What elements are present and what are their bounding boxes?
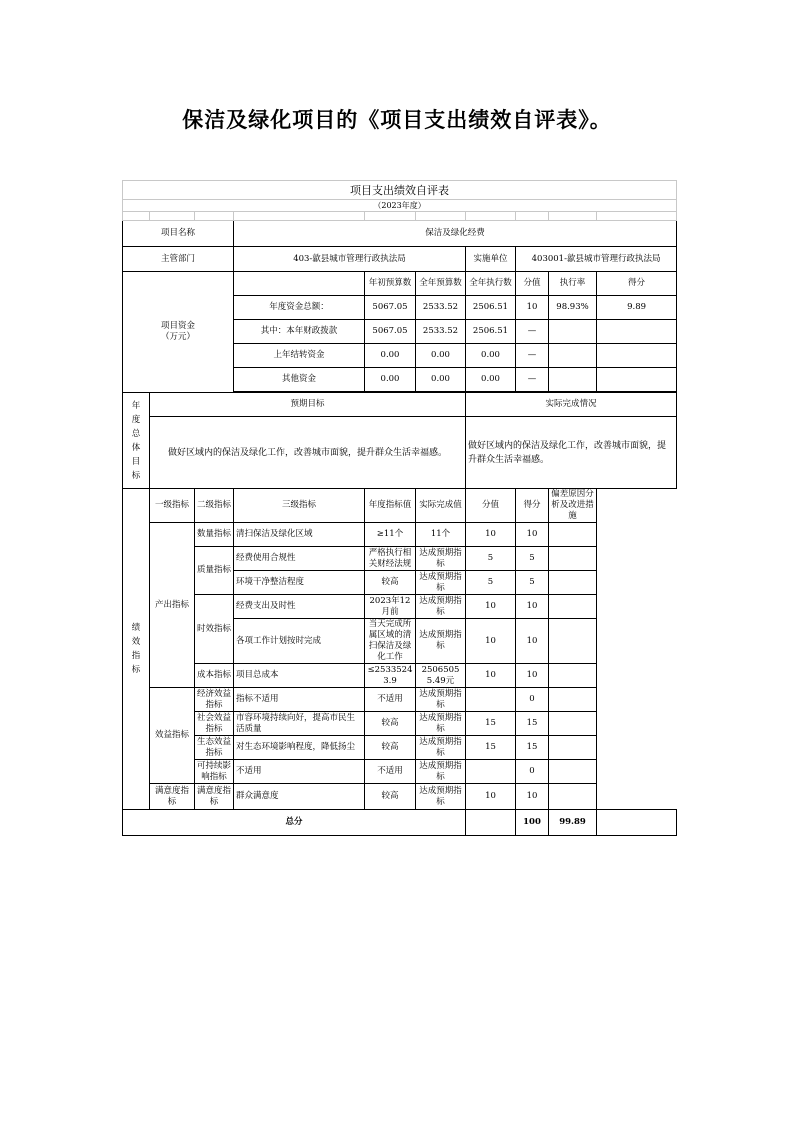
indicator-value [466, 760, 516, 784]
funds-header-score: 得分 [597, 272, 677, 296]
indicator-actual: 达成预期指标 [416, 571, 466, 595]
indicator-score: 5 [516, 547, 549, 571]
blank-cell [150, 212, 195, 221]
funds-row-annual: 2533.52 [416, 320, 466, 344]
indicator-deviation [549, 784, 597, 810]
blank-cell [597, 810, 677, 836]
indicator-score: 10 [516, 595, 549, 619]
indicator-actual: 达成预期指标 [416, 619, 466, 664]
indicator-l2: 社会效益指标 [195, 712, 234, 736]
funds-row-annual: 0.00 [416, 368, 466, 392]
blank-cell [516, 212, 549, 221]
indicator-actual: 达成预期指标 [416, 760, 466, 784]
funds-row-rate [549, 368, 597, 392]
indicator-score: 0 [516, 688, 549, 712]
funds-row-value: — [516, 344, 549, 368]
expected-goal-text: 做好区域内的保洁及绿化工作，改善城市面貌，提升群众生活幸福感。 [150, 417, 466, 489]
indicator-header-actual: 实际完成值 [416, 489, 466, 523]
indicator-deviation [549, 664, 597, 688]
evaluation-table [122, 180, 677, 836]
funds-row-rate: 98.93% [549, 296, 597, 320]
total-value: 100 [516, 810, 549, 836]
funds-header-value: 分值 [516, 272, 549, 296]
funds-row-name: 年度资金总额： [234, 296, 365, 320]
funds-row-name: 上年结转资金 [234, 344, 365, 368]
indicator-l3: 对生态环境影响程度，降低扬尘 [234, 736, 365, 760]
indicator-score: 15 [516, 712, 549, 736]
indicator-actual: 达成预期指标 [416, 712, 466, 736]
indicator-value: 15 [466, 736, 516, 760]
goals-label: 年度总体目标 [123, 393, 150, 489]
actual-goal-header: 实际完成情况 [466, 393, 677, 417]
indicator-value: 10 [466, 595, 516, 619]
indicator-actual: 达成预期指标 [416, 547, 466, 571]
dept-label: 主管部门 [123, 247, 234, 272]
indicator-l2: 成本指标 [195, 664, 234, 688]
indicator-deviation [549, 736, 597, 760]
funds-row-score [597, 368, 677, 392]
indicator-l3: 经费使用合规性 [234, 547, 365, 571]
blank-cell [234, 272, 365, 296]
funds-row-value: — [516, 320, 549, 344]
indicator-deviation [549, 571, 597, 595]
indicator-l2: 生态效益指标 [195, 736, 234, 760]
indicator-score: 15 [516, 736, 549, 760]
blank-cell [416, 212, 466, 221]
indicator-l2: 经济效益指标 [195, 688, 234, 712]
indicator-l3: 不适用 [234, 760, 365, 784]
funds-row-executed: 2506.51 [466, 296, 516, 320]
funds-row-executed: 0.00 [466, 344, 516, 368]
indicator-l3: 经费支出及时性 [234, 595, 365, 619]
indicator-l3: 群众满意度 [234, 784, 365, 810]
output-indicator-label: 产出指标 [150, 523, 195, 688]
unit-value: 403001-歙县城市管理行政执法局 [516, 247, 677, 272]
blank-cell [123, 212, 150, 221]
indicator-header-score: 得分 [516, 489, 549, 523]
indicator-actual: 达成预期指标 [416, 736, 466, 760]
form-title: 项目支出绩效自评表 [123, 181, 677, 200]
funds-row-name: 其中：本年财政拨款 [234, 320, 365, 344]
indicator-header-l1: 一级指标 [150, 489, 195, 523]
funds-header-executed: 全年执行数 [466, 272, 516, 296]
benefit-indicator-label: 效益指标 [150, 688, 195, 784]
indicator-header-l3: 三级指标 [234, 489, 365, 523]
actual-goal-text: 做好区域内的保洁及绿化工作，改善城市面貌，提升群众生活幸福感。 [466, 417, 677, 489]
indicator-value [466, 688, 516, 712]
indicator-target: 较高 [365, 571, 416, 595]
funds-row-executed: 0.00 [466, 368, 516, 392]
blank-cell [234, 212, 365, 221]
expected-goal-header: 预期目标 [150, 393, 466, 417]
funds-row-value: 10 [516, 296, 549, 320]
funds-row-annual: 2533.52 [416, 296, 466, 320]
funds-row-value: — [516, 368, 549, 392]
indicator-score: 0 [516, 760, 549, 784]
blank-cell [549, 212, 597, 221]
funds-header-initial: 年初预算数 [365, 272, 416, 296]
funds-row-score [597, 320, 677, 344]
indicator-target: 当天完成所属区域的清扫保洁及绿化工作 [365, 619, 416, 664]
indicator-target: ≥11个 [365, 523, 416, 547]
funds-row-rate [549, 320, 597, 344]
indicator-target: 较高 [365, 736, 416, 760]
indicator-value: 10 [466, 664, 516, 688]
blank-cell [466, 212, 516, 221]
total-label: 总分 [123, 810, 466, 836]
funds-row-executed: 2506.51 [466, 320, 516, 344]
funds-row-annual: 0.00 [416, 344, 466, 368]
indicator-score: 10 [516, 523, 549, 547]
indicator-actual: 25065055.49元 [416, 664, 466, 688]
indicator-target: 较高 [365, 712, 416, 736]
blank-cell [597, 212, 677, 221]
project-name-value: 保洁及绿化经费 [234, 221, 677, 247]
indicator-deviation [549, 595, 597, 619]
project-name-label: 项目名称 [123, 221, 234, 247]
indicator-l2: 满意度指标 [195, 784, 234, 810]
indicator-deviation [549, 760, 597, 784]
indicator-l3: 指标不适用 [234, 688, 365, 712]
indicator-value: 15 [466, 712, 516, 736]
funds-row-initial: 5067.05 [365, 320, 416, 344]
satisfaction-indicator-label: 满意度指标 [150, 784, 195, 810]
self-evaluation-form [122, 180, 676, 836]
unit-label: 实施单位 [466, 247, 516, 272]
indicator-target: 严格执行相关财经法规 [365, 547, 416, 571]
indicator-l3: 市容环境持续向好，提高市民生活质量 [234, 712, 365, 736]
funds-row-score [597, 344, 677, 368]
indicator-header-l2: 二级指标 [195, 489, 234, 523]
indicator-score: 10 [516, 619, 549, 664]
indicator-actual: 达成预期指标 [416, 595, 466, 619]
indicator-value: 5 [466, 547, 516, 571]
funds-header-annual: 全年预算数 [416, 272, 466, 296]
funds-row-rate [549, 344, 597, 368]
funds-header-rate: 执行率 [549, 272, 597, 296]
indicators-label: 绩效指标 [123, 489, 150, 810]
indicator-target: 不适用 [365, 688, 416, 712]
indicator-score: 5 [516, 571, 549, 595]
indicator-l2: 可持续影响指标 [195, 760, 234, 784]
funds-row-initial: 0.00 [365, 344, 416, 368]
indicator-header-value: 分值 [466, 489, 516, 523]
indicator-header-deviation: 偏差原因分析及改进措施 [549, 489, 597, 523]
form-year: （2023年度） [123, 200, 677, 212]
indicator-target: 较高 [365, 784, 416, 810]
funds-row-initial: 5067.05 [365, 296, 416, 320]
page-heading: 保洁及绿化项目的《项目支出绩效自评表》。 [182, 108, 612, 132]
indicator-deviation [549, 547, 597, 571]
indicator-score: 10 [516, 784, 549, 810]
indicator-l3: 各项工作计划按时完成 [234, 619, 365, 664]
funds-label: 项目资金 （万元） [123, 272, 234, 393]
indicator-score: 10 [516, 664, 549, 688]
indicator-l3: 项目总成本 [234, 664, 365, 688]
blank-cell [466, 810, 516, 836]
indicator-target: 不适用 [365, 760, 416, 784]
indicator-target: ≤25335243.9 [365, 664, 416, 688]
indicator-actual: 达成预期指标 [416, 784, 466, 810]
indicator-target: 2023年12月前 [365, 595, 416, 619]
indicator-value: 10 [466, 619, 516, 664]
indicator-deviation [549, 619, 597, 664]
indicator-value: 10 [466, 523, 516, 547]
funds-row-name: 其他资金 [234, 368, 365, 392]
indicator-l3: 环境干净整洁程度 [234, 571, 365, 595]
indicator-actual: 达成预期指标 [416, 688, 466, 712]
indicator-l2: 数量指标 [195, 523, 234, 547]
indicator-l3: 清扫保洁及绿化区域 [234, 523, 365, 547]
indicator-actual: 11个 [416, 523, 466, 547]
indicator-deviation [549, 712, 597, 736]
indicator-l2: 质量指标 [195, 547, 234, 595]
indicator-deviation [549, 688, 597, 712]
indicator-l2: 时效指标 [195, 595, 234, 664]
total-score: 99.89 [549, 810, 597, 836]
indicator-header-target: 年度指标值 [365, 489, 416, 523]
indicator-value: 5 [466, 571, 516, 595]
blank-cell [365, 212, 416, 221]
funds-row-score: 9.89 [597, 296, 677, 320]
indicator-deviation [549, 523, 597, 547]
blank-cell [195, 212, 234, 221]
indicator-value: 10 [466, 784, 516, 810]
dept-value: 403-歙县城市管理行政执法局 [234, 247, 466, 272]
funds-row-initial: 0.00 [365, 368, 416, 392]
